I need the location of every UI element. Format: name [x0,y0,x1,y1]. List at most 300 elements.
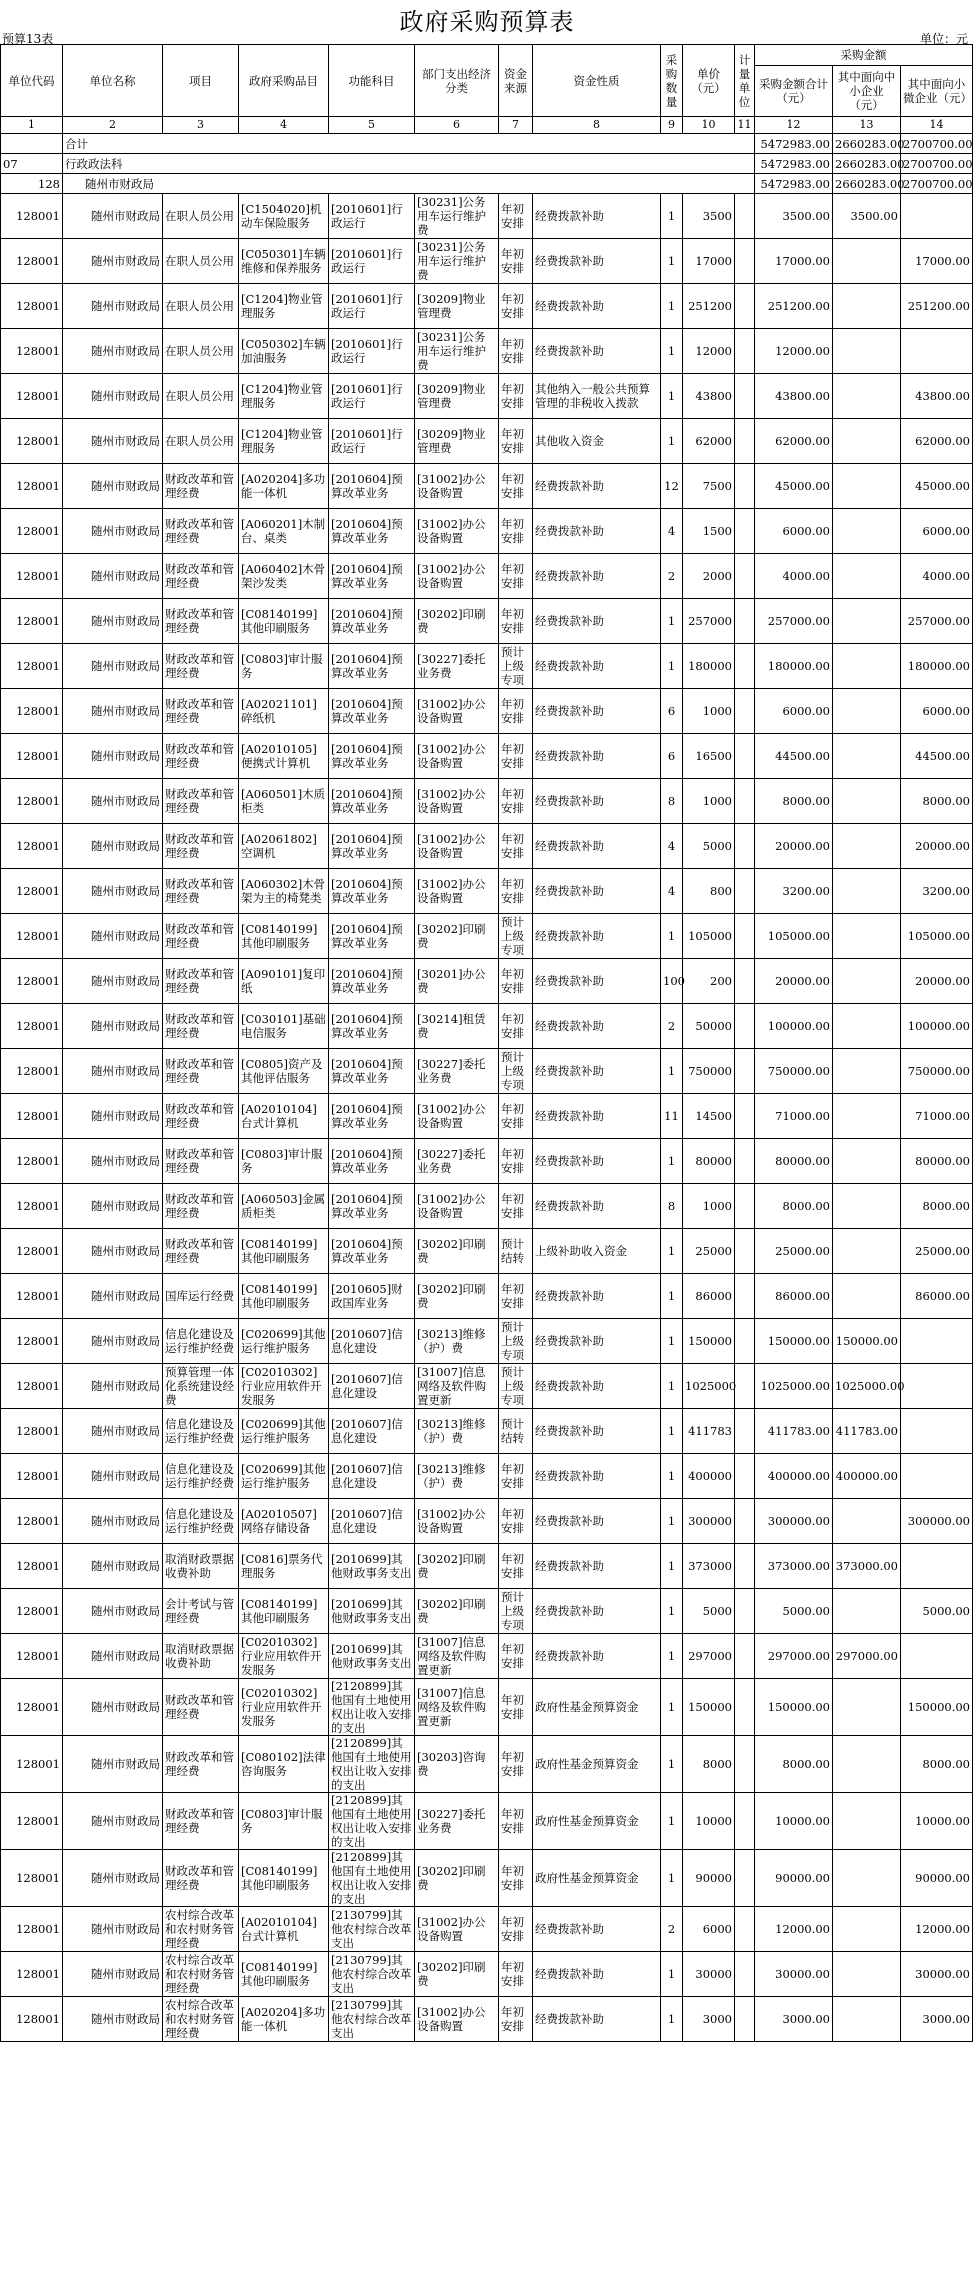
cell-micro: 12000.00 [901,1907,973,1952]
cell-amount-total: 180000.00 [755,644,833,689]
table-row [1,1274,973,1319]
table-row [1,1049,973,1094]
cell-quantity: 1 [661,329,683,374]
cell-quantity: 1 [661,284,683,329]
cell-fund-source: 年初安排 [499,1793,533,1850]
cell-fund-source: 年初安排 [499,329,533,374]
header-row [1,45,973,66]
cell-unit-code: 128001 [1,1997,63,2042]
cell-project: 信息化建设及运行维护经费 [163,1319,239,1364]
cell-fund-nature: 经费拨款补助 [533,1139,661,1184]
cell-fund-nature: 经费拨款补助 [533,1274,661,1319]
cell-measure-unit [735,1409,755,1454]
cell-function-subject: [2010601]行政运行 [329,194,415,239]
cell-measure-unit [735,374,755,419]
cell-economic-class: [30227]委托业务费 [415,1793,499,1850]
column-number-14: 14 [901,117,973,134]
cell-unit-name: 随州市财政局 [63,1004,163,1049]
cell-fund-nature: 经费拨款补助 [533,734,661,779]
cell-procurement-item: [A02061802]空调机 [239,824,329,869]
cell-unit-name: 随州市财政局 [63,194,163,239]
cell-price: 43800 [683,374,735,419]
table-row [1,1850,973,1907]
cell-amount-total: 300000.00 [755,1499,833,1544]
cell-unit-name: 随州市财政局 [63,1049,163,1094]
cell-unit-code: 128001 [1,1184,63,1229]
cell-unit-code: 128001 [1,374,63,419]
cell-project: 财政改革和管理经费 [163,1736,239,1793]
cell-amount-total: 44500.00 [755,734,833,779]
cell-procurement-item: [A02010507]网络存储设备 [239,1499,329,1544]
cell-project: 财政改革和管理经费 [163,1850,239,1907]
cell-function-subject: [2120899]其他国有土地使用权出让收入安排的支出 [329,1736,415,1793]
cell-quantity: 1 [661,1049,683,1094]
summary-row [1,154,973,174]
cell-micro: 8000.00 [901,1736,973,1793]
cell-micro: 300000.00 [901,1499,973,1544]
cell-unit-name: 随州市财政局 [63,554,163,599]
cell-sme [833,284,901,329]
cell-unit-name: 随州市财政局 [63,1229,163,1274]
cell-function-subject: [2010604]预算改革业务 [329,599,415,644]
cell-sme [833,419,901,464]
cell-fund-source: 年初安排 [499,1634,533,1679]
cell-fund-source: 年初安排 [499,599,533,644]
cell-fund-source: 年初安排 [499,1997,533,2042]
cell-price: 1500 [683,509,735,554]
cell-unit-code: 128001 [1,1589,63,1634]
column-number-10: 10 [683,117,735,134]
cell-quantity: 1 [661,1499,683,1544]
table-row [1,824,973,869]
cell-procurement-item: [C0805]资产及其他评估服务 [239,1049,329,1094]
cell-amount-total: 400000.00 [755,1454,833,1499]
cell-sme [833,1850,901,1907]
cell-amount-total: 297000.00 [755,1634,833,1679]
cell-measure-unit [735,1364,755,1409]
summary-sme: 2660283.00 [833,134,901,154]
cell-measure-unit [735,599,755,644]
cell-sme [833,1679,901,1736]
cell-unit-code: 128001 [1,1364,63,1409]
cell-procurement-item: [C08140199]其他印刷服务 [239,1589,329,1634]
cell-project: 财政改革和管理经费 [163,1229,239,1274]
header-fund-source: 资金来源 [499,45,533,117]
cell-unit-code: 128001 [1,464,63,509]
cell-price: 1000 [683,1184,735,1229]
cell-project: 财政改革和管理经费 [163,1139,239,1184]
cell-price: 50000 [683,1004,735,1049]
cell-quantity: 1 [661,374,683,419]
cell-measure-unit [735,1679,755,1736]
cell-unit-name: 随州市财政局 [63,1793,163,1850]
cell-amount-total: 373000.00 [755,1544,833,1589]
cell-unit-code: 128001 [1,1850,63,1907]
cell-function-subject: [2130799]其他农村综合改革支出 [329,1907,415,1952]
cell-procurement-item: [A060201]木制台、桌类 [239,509,329,554]
cell-function-subject: [2010604]预算改革业务 [329,644,415,689]
cell-unit-name: 随州市财政局 [63,959,163,1004]
cell-amount-total: 62000.00 [755,419,833,464]
cell-quantity: 1 [661,599,683,644]
cell-amount-total: 43800.00 [755,374,833,419]
cell-quantity: 1 [661,1454,683,1499]
cell-price: 62000 [683,419,735,464]
cell-function-subject: [2010607]信息化建设 [329,1319,415,1364]
cell-fund-nature: 经费拨款补助 [533,689,661,734]
cell-amount-total: 100000.00 [755,1004,833,1049]
cell-sme [833,1952,901,1997]
column-number-row [1,117,973,134]
cell-unit-name: 随州市财政局 [63,1409,163,1454]
cell-measure-unit [735,1184,755,1229]
table-row [1,959,973,1004]
cell-project: 财政改革和管理经费 [163,824,239,869]
cell-unit-code: 128001 [1,1274,63,1319]
summary-total: 5472983.00 [755,154,833,174]
cell-sme [833,239,901,284]
cell-unit-name: 随州市财政局 [63,1850,163,1907]
cell-project: 财政改革和管理经费 [163,734,239,779]
cell-amount-total: 20000.00 [755,824,833,869]
cell-project: 在职人员公用 [163,329,239,374]
cell-price: 25000 [683,1229,735,1274]
cell-unit-name: 随州市财政局 [63,509,163,554]
cell-sme [833,644,901,689]
cell-fund-nature: 经费拨款补助 [533,1907,661,1952]
cell-quantity: 1 [661,1409,683,1454]
cell-project: 在职人员公用 [163,419,239,464]
cell-project: 取消财政票据收费补助 [163,1634,239,1679]
table-row [1,284,973,329]
cell-procurement-item: [C0803]审计服务 [239,644,329,689]
cell-fund-source: 年初安排 [499,1094,533,1139]
cell-micro: 80000.00 [901,1139,973,1184]
cell-micro: 3200.00 [901,869,973,914]
cell-price: 8000 [683,1736,735,1793]
cell-quantity: 1 [661,1634,683,1679]
cell-amount-total: 45000.00 [755,464,833,509]
cell-amount-total: 150000.00 [755,1679,833,1736]
cell-unit-name: 随州市财政局 [63,599,163,644]
cell-quantity: 1 [661,1274,683,1319]
cell-sme [833,1793,901,1850]
cell-fund-source: 年初安排 [499,374,533,419]
summary-rows [1,134,973,194]
cell-quantity: 1 [661,1229,683,1274]
cell-unit-name: 随州市财政局 [63,1679,163,1736]
cell-measure-unit [735,1274,755,1319]
cell-price: 3500 [683,194,735,239]
cell-amount-total: 30000.00 [755,1952,833,1997]
cell-fund-nature: 经费拨款补助 [533,1364,661,1409]
table-row [1,599,973,644]
cell-quantity: 1 [661,1793,683,1850]
cell-project: 财政改革和管理经费 [163,1049,239,1094]
header-function-subject: 功能科目 [329,45,415,117]
table-row [1,1589,973,1634]
summary-row [1,174,973,194]
cell-economic-class: [30202]印刷费 [415,1274,499,1319]
table-row [1,1736,973,1793]
cell-fund-nature: 经费拨款补助 [533,464,661,509]
cell-quantity: 1 [661,1997,683,2042]
cell-price: 251200 [683,284,735,329]
cell-procurement-item: [A020204]多功能一体机 [239,464,329,509]
cell-sme [833,509,901,554]
cell-quantity: 1 [661,1364,683,1409]
cell-fund-source: 预计上级专项 [499,1319,533,1364]
cell-fund-nature: 经费拨款补助 [533,1094,661,1139]
cell-project: 农村综合改革和农村财务管理经费 [163,1997,239,2042]
column-number-2: 2 [63,117,163,134]
table-row [1,644,973,689]
cell-price: 6000 [683,1907,735,1952]
cell-measure-unit [735,1850,755,1907]
cell-sme [833,824,901,869]
summary-total: 5472983.00 [755,174,833,194]
cell-sme [833,869,901,914]
table-row [1,1544,973,1589]
page-title: 政府采购预算表 [399,8,575,36]
cell-unit-name: 随州市财政局 [63,1544,163,1589]
column-number-13: 13 [833,117,901,134]
cell-economic-class: [30227]委托业务费 [415,1139,499,1184]
cell-economic-class: [31002]办公设备购置 [415,1997,499,2042]
cell-measure-unit [735,1736,755,1793]
cell-quantity: 4 [661,824,683,869]
cell-price: 411783 [683,1409,735,1454]
cell-quantity: 1 [661,1679,683,1736]
cell-quantity: 6 [661,689,683,734]
cell-procurement-item: [A060302]木骨架为主的椅凳类 [239,869,329,914]
cell-measure-unit [735,779,755,824]
cell-economic-class: [30209]物业管理费 [415,419,499,464]
cell-fund-nature: 经费拨款补助 [533,869,661,914]
cell-micro: 3000.00 [901,1997,973,2042]
cell-fund-nature: 经费拨款补助 [533,644,661,689]
table-row [1,1139,973,1184]
cell-amount-total: 8000.00 [755,779,833,824]
cell-function-subject: [2010604]预算改革业务 [329,1094,415,1139]
cell-sme [833,1274,901,1319]
cell-unit-name: 随州市财政局 [63,1274,163,1319]
cell-economic-class: [31002]办公设备购置 [415,1907,499,1952]
cell-economic-class: [30213]维修（护）费 [415,1319,499,1364]
cell-price: 86000 [683,1274,735,1319]
cell-quantity: 1 [661,1736,683,1793]
cell-sme [833,734,901,779]
cell-price: 10000 [683,1793,735,1850]
cell-amount-total: 8000.00 [755,1736,833,1793]
summary-code: 128 [1,174,63,194]
cell-amount-total: 20000.00 [755,959,833,1004]
cell-amount-total: 150000.00 [755,1319,833,1364]
cell-project: 信息化建设及运行维护经费 [163,1454,239,1499]
table-row [1,1499,973,1544]
cell-unit-code: 128001 [1,1319,63,1364]
cell-quantity: 100 [661,959,683,1004]
cell-function-subject: [2010604]预算改革业务 [329,734,415,779]
cell-micro [901,1319,973,1364]
cell-function-subject: [2010601]行政运行 [329,329,415,374]
cell-unit-code: 128001 [1,599,63,644]
summary-micro: 2700700.00 [901,134,973,154]
table-row [1,1907,973,1952]
table-row [1,554,973,599]
cell-project: 财政改革和管理经费 [163,869,239,914]
cell-function-subject: [2010607]信息化建设 [329,1409,415,1454]
cell-economic-class: [31002]办公设备购置 [415,869,499,914]
cell-fund-source: 年初安排 [499,1736,533,1793]
column-number-5: 5 [329,117,415,134]
cell-quantity: 1 [661,914,683,959]
cell-economic-class: [30202]印刷费 [415,1229,499,1274]
cell-project: 财政改革和管理经费 [163,644,239,689]
cell-unit-name: 随州市财政局 [63,1634,163,1679]
cell-economic-class: [30227]委托业务费 [415,1049,499,1094]
cell-fund-source: 年初安排 [499,509,533,554]
cell-sme [833,1184,901,1229]
cell-sme: 150000.00 [833,1319,901,1364]
cell-micro: 90000.00 [901,1850,973,1907]
cell-function-subject: [2010699]其他财政事务支出 [329,1589,415,1634]
cell-fund-nature: 经费拨款补助 [533,1184,661,1229]
cell-fund-source: 年初安排 [499,779,533,824]
cell-unit-name: 随州市财政局 [63,644,163,689]
cell-project: 取消财政票据收费补助 [163,1544,239,1589]
cell-procurement-item: [C08140199]其他印刷服务 [239,1850,329,1907]
cell-fund-source: 预计上级专项 [499,1364,533,1409]
cell-measure-unit [735,959,755,1004]
table-row [1,509,973,554]
cell-function-subject: [2010604]预算改革业务 [329,554,415,599]
cell-sme: 297000.00 [833,1634,901,1679]
cell-micro: 43800.00 [901,374,973,419]
cell-economic-class: [30209]物业管理费 [415,374,499,419]
cell-economic-class: [31002]办公设备购置 [415,1184,499,1229]
cell-quantity: 12 [661,464,683,509]
cell-economic-class: [31002]办公设备购置 [415,734,499,779]
cell-project: 预算管理一体化系统建设经费 [163,1364,239,1409]
cell-fund-source: 年初安排 [499,689,533,734]
cell-procurement-item: [C08140199]其他印刷服务 [239,1952,329,1997]
cell-unit-name: 随州市财政局 [63,1364,163,1409]
cell-sme [833,1004,901,1049]
cell-economic-class: [31002]办公设备购置 [415,509,499,554]
header-measure-unit: 计量单位 [735,45,755,117]
cell-amount-total: 257000.00 [755,599,833,644]
cell-economic-class: [30213]维修（护）费 [415,1454,499,1499]
cell-unit-code: 128001 [1,554,63,599]
table-row [1,464,973,509]
cell-project: 财政改革和管理经费 [163,509,239,554]
cell-fund-nature: 经费拨款补助 [533,194,661,239]
cell-measure-unit [735,1907,755,1952]
cell-sme [833,554,901,599]
cell-procurement-item: [A060503]金属质柜类 [239,1184,329,1229]
cell-micro [901,1544,973,1589]
cell-fund-source: 年初安排 [499,1952,533,1997]
cell-unit-code: 128001 [1,959,63,1004]
table-row [1,1634,973,1679]
cell-function-subject: [2010604]预算改革业务 [329,1139,415,1184]
cell-fund-nature: 经费拨款补助 [533,1589,661,1634]
cell-measure-unit [735,1049,755,1094]
cell-price: 30000 [683,1952,735,1997]
column-number-6: 6 [415,117,499,134]
table-row [1,1004,973,1049]
cell-procurement-item: [C0816]票务代理服务 [239,1544,329,1589]
cell-economic-class: [31007]信息网络及软件购置更新 [415,1634,499,1679]
cell-economic-class: [30203]咨询费 [415,1736,499,1793]
cell-micro: 71000.00 [901,1094,973,1139]
cell-sme [833,689,901,734]
summary-row [1,134,973,154]
cell-economic-class: [30209]物业管理费 [415,284,499,329]
cell-procurement-item: [C08140199]其他印刷服务 [239,914,329,959]
cell-micro: 5000.00 [901,1589,973,1634]
table-row [1,914,973,959]
cell-measure-unit [735,419,755,464]
cell-unit-code: 128001 [1,1736,63,1793]
cell-function-subject: [2130799]其他农村综合改革支出 [329,1997,415,2042]
cell-measure-unit [735,1094,755,1139]
header-amount-total: 采购金额合计（元） [755,66,833,117]
cell-economic-class: [31007]信息网络及软件购置更新 [415,1679,499,1736]
cell-micro [901,1409,973,1454]
cell-unit-code: 128001 [1,869,63,914]
cell-micro: 4000.00 [901,554,973,599]
cell-economic-class: [30227]委托业务费 [415,644,499,689]
header-price: 单价（元） [683,45,735,117]
cell-measure-unit [735,1139,755,1184]
cell-quantity: 4 [661,869,683,914]
cell-sme: 373000.00 [833,1544,901,1589]
cell-unit-code: 128001 [1,284,63,329]
cell-procurement-item: [A020204]多功能一体机 [239,1997,329,2042]
cell-sme [833,1094,901,1139]
cell-function-subject: [2010604]预算改革业务 [329,869,415,914]
cell-micro: 150000.00 [901,1679,973,1736]
cell-quantity: 1 [661,1850,683,1907]
cell-price: 300000 [683,1499,735,1544]
cell-function-subject: [2010601]行政运行 [329,284,415,329]
cell-measure-unit [735,194,755,239]
header-economic-class: 部门支出经济分类 [415,45,499,117]
cell-sme [833,374,901,419]
cell-fund-source: 预计上级专项 [499,644,533,689]
cell-economic-class: [31002]办公设备购置 [415,824,499,869]
cell-unit-name: 随州市财政局 [63,1952,163,1997]
cell-measure-unit [735,1004,755,1049]
cell-quantity: 1 [661,419,683,464]
cell-price: 7500 [683,464,735,509]
cell-economic-class: [31002]办公设备购置 [415,689,499,734]
cell-measure-unit [735,1454,755,1499]
cell-measure-unit [735,554,755,599]
cell-project: 财政改革和管理经费 [163,599,239,644]
cell-project: 财政改革和管理经费 [163,1094,239,1139]
cell-procurement-item: [C1504020]机动车保险服务 [239,194,329,239]
cell-function-subject: [2010604]预算改革业务 [329,509,415,554]
cell-price: 12000 [683,329,735,374]
cell-unit-name: 随州市财政局 [63,239,163,284]
cell-procurement-item: [C0803]审计服务 [239,1139,329,1184]
cell-economic-class: [30202]印刷费 [415,1589,499,1634]
cell-amount-total: 86000.00 [755,1274,833,1319]
cell-unit-code: 128001 [1,734,63,779]
